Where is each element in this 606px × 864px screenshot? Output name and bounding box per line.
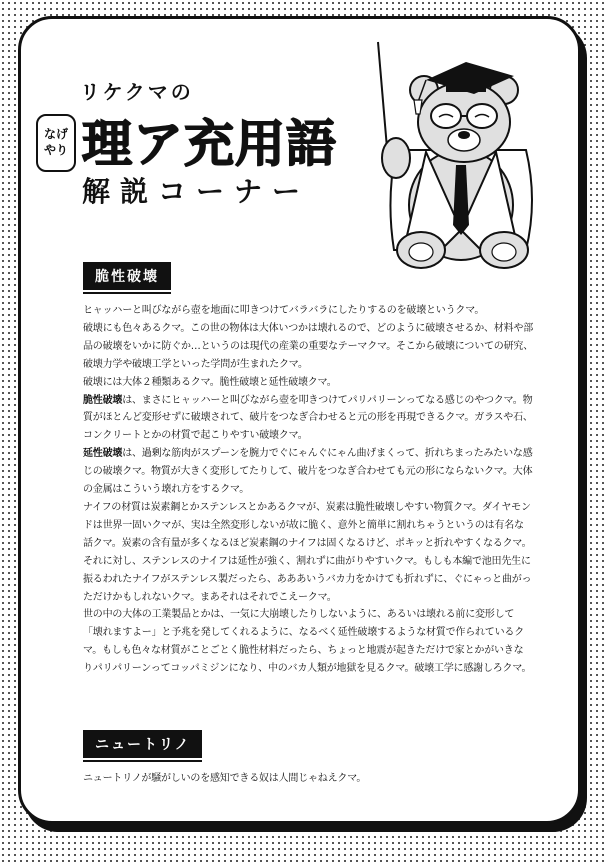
section-body-brittle-fracture [83, 302, 533, 678]
section-heading-brittle-fracture: 脆性破壊 [83, 262, 171, 290]
paragraph: 破壊には大体２種類あるクマ。脆性破壊と延性破壊クマ。 [83, 376, 337, 388]
paragraph: それに対し、ステンレスのナイフは延性が強く、割れずに曲がりやすいクマ。もしも本編で池田先生に振るわれたナイフがステンレス製だったら、あああいうバカ力をかけても折れずに、ぐにゃっと曲がっただけかもしれないクマ。まあそれはそれでこえークマ。 [83, 555, 532, 603]
paragraph: 世の中の大体の工業製品とかは、一気に大崩壊したりしないように、あるいは壊れる前に変形して「壊れますよー」と予兆を発してくれるように、なるべく延性破壊するような材質で作られているクマ。もしも色々な材質がことごとく脆性材料だったら、ちょっと地震が起きただけで家とかがいきなりパリパリーンってコッパミジンになり、中のバカ人類が地獄を見るクマ。破壊工学に感謝しろクマ。 [83, 609, 532, 675]
subtitle: リケクマの [80, 76, 194, 105]
paragraph: ナイフの材質は炭素鋼とかステンレスとかあるクマが、炭素は脆性破壊しやすい物質クマ。ダイヤモンドは世界一固いクマが、実は全然変形しないが故に脆く、意外と簡単に割れちゃうというのは有名な話クマ。炭素の含有量が多くなるほど炭素鋼のナイフは固くなるけど、ポキッと折れやすくなるクマ。 [83, 501, 532, 549]
badge-line-2: やり [43, 143, 68, 157]
paragraph [83, 392, 533, 446]
paragraph-text: は、過剰な筋肉がスプーンを腕力でぐにゃんぐにゃん曲げまくって、折れちまったみたいな感じの破壊クマ。物質が大きく変形してたりして、破片をつなぎ合わせても元の形にならないクマ。大体の金属はこういう壊れ方をするクマ。 [83, 448, 533, 496]
page-title: 理ア充用語 [82, 115, 337, 173]
title-block [36, 70, 356, 220]
section-body-neutrino [83, 770, 533, 788]
nageyari-badge [36, 114, 76, 172]
paragraph-text: は、まさにヒャッハーと叫びながら壺を叩きつけてパリパリーンってなる感じのやつクマ。物質がほとんど変形せずに破壊されて、破片をつなぎ合わせると元の形を再現できるクマ。ガラスや石、コンクリートとかの材質で起こりやすい破壊クマ。 [83, 394, 533, 442]
paragraph: 破壊にも色々あるクマ。この世の物体は大体いつかは壊れるので、どのように破壊させるか、材料や部品の破壊をいかに防ぐか…というのは現代の産業の重要なテーマクマ。そこから破壊についての研究、破壊力学や破壊工学といった学問が生まれたクマ。 [83, 322, 533, 370]
term-brittle: 脆性破壊 [83, 394, 123, 406]
paragraph [83, 445, 533, 499]
section-heading-neutrino: ニュートリノ [83, 730, 202, 758]
paragraph: ニュートリノが騒がしいのを感知できる奴は人間じゃねえクマ。 [83, 773, 367, 784]
badge-line-1: なげ [43, 127, 68, 142]
bear-mascot-illustration [366, 40, 556, 280]
term-ductile: 延性破壊 [83, 448, 123, 460]
corner-title: 解説コーナー [82, 175, 311, 208]
paragraph: ヒャッハーと叫びながら壺を地面に叩きつけてバラバラにしたりするのを破壊というクマ。 [83, 305, 485, 316]
